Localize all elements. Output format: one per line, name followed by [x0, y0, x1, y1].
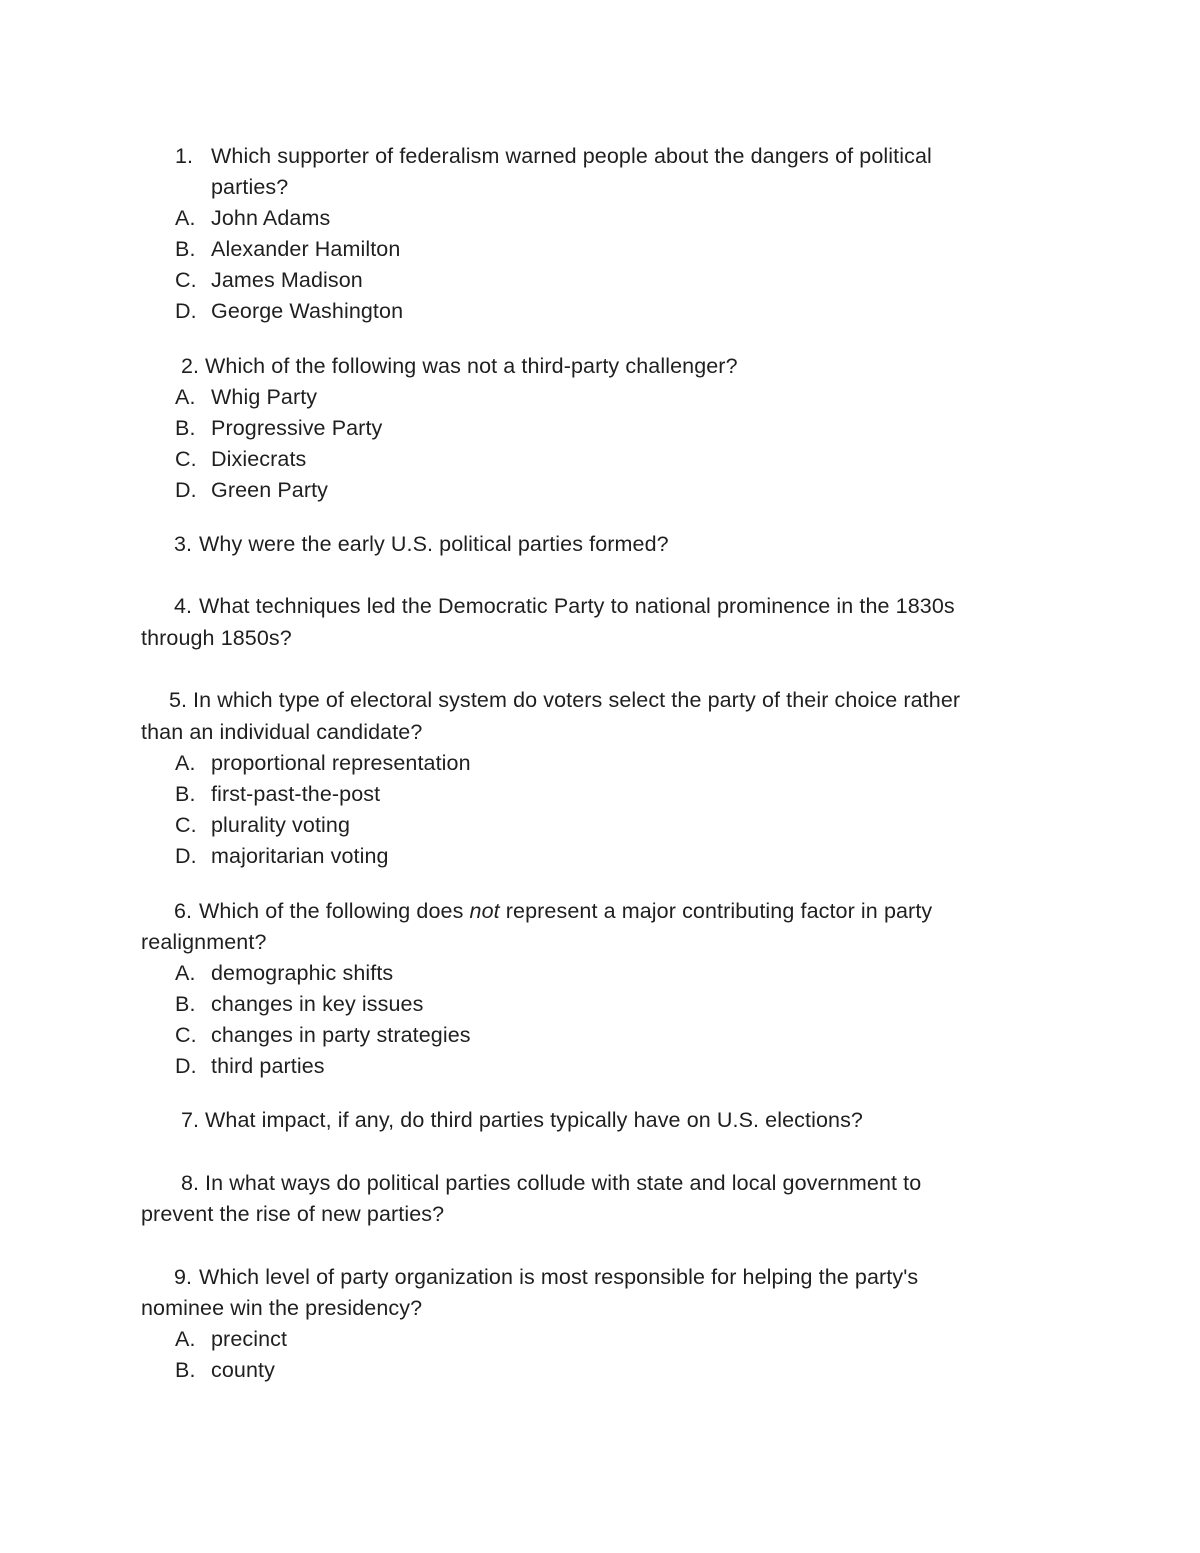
question-text: What impact, if any, do third parties typically have on U.S. elections?	[205, 1108, 863, 1132]
option-letter: B.	[175, 237, 196, 261]
question-text: through 1850s?	[141, 626, 292, 650]
option-text: majoritarian voting	[211, 844, 389, 868]
question-number: 4.	[174, 594, 193, 618]
option-letter: D.	[175, 1054, 197, 1078]
question-number: 9.	[174, 1265, 193, 1289]
question-text-before: Which of the following does	[199, 899, 464, 923]
option-letter: A.	[175, 206, 196, 230]
question-text: than an individual candidate?	[141, 720, 423, 744]
option-letter: A.	[175, 1327, 196, 1351]
option-letter: B.	[175, 1358, 196, 1382]
question-number: 6.	[174, 899, 193, 923]
option-letter: C.	[175, 447, 197, 471]
question-number: 5.	[169, 688, 188, 712]
option-letter: A.	[175, 751, 196, 775]
option-text: demographic shifts	[211, 961, 394, 985]
option-letter: A.	[175, 961, 196, 985]
question-text: Which level of party organization is most responsible for helping the party's	[199, 1265, 919, 1289]
option-text: first-past-the-post	[211, 782, 381, 806]
option-text: changes in party strategies	[211, 1023, 471, 1047]
option-letter: D.	[175, 299, 197, 323]
question-number: 1.	[175, 144, 194, 168]
option-text: precinct	[211, 1327, 288, 1351]
option-text: John Adams	[211, 206, 331, 230]
option-text: James Madison	[211, 268, 363, 292]
option-letter: B.	[175, 992, 196, 1016]
question-number: 2.	[181, 354, 200, 378]
question-number: 3.	[174, 532, 193, 556]
option-letter: D.	[175, 844, 197, 868]
question-text-emphasis: not	[469, 899, 500, 923]
question-text: realignment?	[141, 930, 267, 954]
option-text: Alexander Hamilton	[211, 237, 401, 261]
option-letter: C.	[175, 268, 197, 292]
question-text: nominee win the presidency?	[141, 1296, 423, 1320]
question-text: In what ways do political parties collude with state and local government to	[205, 1171, 922, 1195]
question-number: 7.	[181, 1108, 200, 1132]
option-text: Dixiecrats	[211, 447, 307, 471]
question-text: In which type of electoral system do voters select the party of their choice rather	[193, 688, 961, 712]
question-text: Which of the following was not a third-party challenger?	[205, 354, 738, 378]
option-text: Whig Party	[211, 385, 318, 409]
option-letter: B.	[175, 782, 196, 806]
option-text: plurality voting	[211, 813, 351, 837]
question-text: prevent the rise of new parties?	[141, 1202, 445, 1226]
option-letter: C.	[175, 1023, 197, 1047]
option-text: changes in key issues	[211, 992, 424, 1016]
option-letter: B.	[175, 416, 196, 440]
option-text: Progressive Party	[211, 416, 383, 440]
option-text: county	[211, 1358, 275, 1382]
option-text: George Washington	[211, 299, 404, 323]
question-text: Why were the early U.S. political parties formed?	[199, 532, 669, 556]
option-text: third parties	[211, 1054, 325, 1078]
option-letter: D.	[175, 478, 197, 502]
option-letter: C.	[175, 813, 197, 837]
question-text-line	[199, 896, 932, 927]
question-text: What techniques led the Democratic Party to national prominence in the 1830s	[199, 594, 955, 618]
option-text: Green Party	[211, 478, 329, 502]
question-text-after: represent a major contributing factor in party	[505, 899, 933, 923]
question-number: 8.	[181, 1171, 200, 1195]
question-text: parties?	[211, 175, 289, 199]
option-letter: A.	[175, 385, 196, 409]
question-text: Which supporter of federalism warned people about the dangers of political	[211, 144, 932, 168]
option-text: proportional representation	[211, 751, 471, 775]
